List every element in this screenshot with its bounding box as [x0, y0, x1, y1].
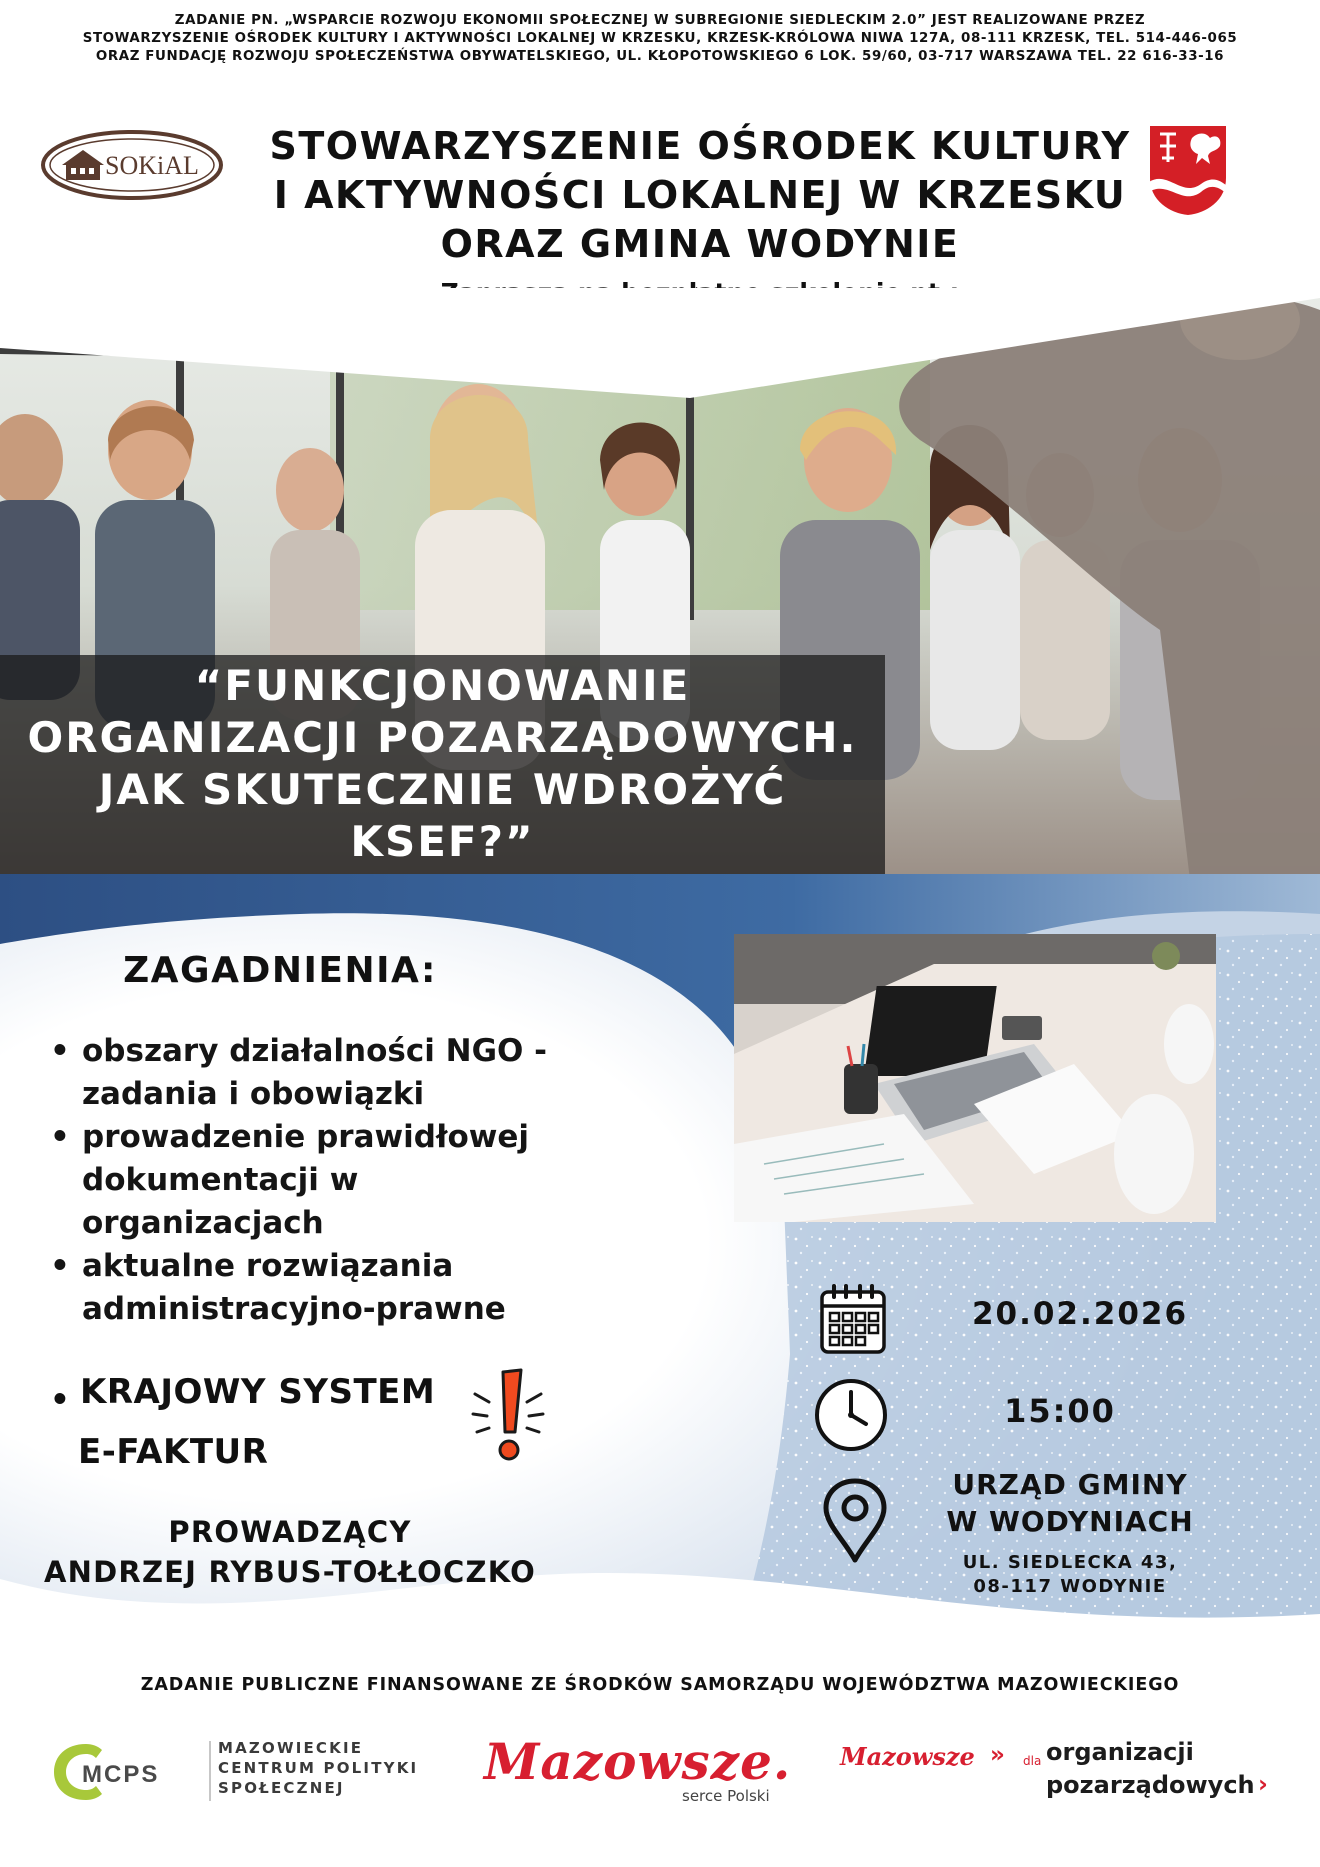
- notice-line: ZADANIE PN. „WSPARCIE ROZWOJU EKONOMII SPOŁECZNEJ W SUBREGIONIE SIEDLECKIM 2.0” JEST REALIZOWANE PRZEZ: [174, 13, 1146, 28]
- notice-line: ORAZ FUNDACJĘ ROZWOJU SPOŁECZEŃSTWA OBYWATELSKIEGO, UL. KŁOPOTOWSKIEGO 6 LOK. 59/60, 03-717 WARSZAWA TEL. 22 616-33-16: [95, 49, 1225, 64]
- project-notice: [0, 12, 1320, 66]
- notice-line: STOWARZYSZENIE OŚRODEK KULTURY I AKTYWNOŚCI LOKALNEJ W KRZESKU, KRZESK-KRÓLOWA NIWA 127A, 08-111 KRZESK, TEL. 514-446-065: [82, 31, 1238, 46]
- organizer-line: I AKTYWNOŚCI LOKALNEJ W KRZESKU: [273, 173, 1127, 217]
- mazowsze-tagline: serce Polski: [682, 1787, 770, 1805]
- funding-note: ZADANIE PUBLICZNE FINANSOWANE ZE ŚRODKÓW SAMORZĄDU WOJEWÓDZTWA MAZOWIECKIEGO: [140, 1675, 1180, 1695]
- mcps-name: MAZOWIECKIE CENTRUM POLITYKI SPOŁECZNEJ: [218, 1739, 419, 1797]
- organizer-line: ORAZ GMINA WODYNIE: [440, 222, 960, 266]
- photo-top-edge: [0, 288, 1320, 408]
- svg-text:MCPS: MCPS: [82, 1761, 160, 1788]
- event-address: [920, 1551, 1220, 1599]
- training-title-line: “FUNKCJONOWANIE: [194, 661, 691, 710]
- address-line: UL. SIEDLECKA 43,: [962, 1552, 1178, 1573]
- ngo-logo-arrows: »: [990, 1742, 1005, 1768]
- calendar-icon: [818, 1282, 888, 1358]
- ksef-line: KRAJOWY SYSTEM: [80, 1372, 436, 1412]
- ngo-logo-dla: dla: [1023, 1754, 1042, 1768]
- ngo-logo-mazowsze: Mazowsze: [840, 1742, 975, 1771]
- event-place: [920, 1466, 1220, 1540]
- list-item: • prowadzenie prawidłowej dokumentacji w organizacjach: [46, 1116, 606, 1245]
- location-pin-icon: [822, 1478, 888, 1564]
- mcps-logo: [52, 1738, 192, 1802]
- svg-text:SOKiAL: SOKiAL: [105, 151, 199, 180]
- event-date: 20.02.2026: [971, 1296, 1189, 1332]
- organizer-line: STOWARZYSZENIE OŚRODEK KULTURY: [269, 124, 1131, 168]
- event-time: 15:00: [1004, 1392, 1116, 1430]
- organizer-title: [240, 122, 1160, 269]
- ngo-logo-end: ›: [1258, 1770, 1268, 1798]
- ksef-item: • KRAJOWY SYSTEM E-FAKTUR: [46, 1372, 466, 1473]
- topics-list: [46, 1030, 606, 1331]
- training-title-line: ORGANIZACJI POZARZĄDOWYCH.: [27, 713, 858, 762]
- list-item: • obszary działalności NGO - zadania i obowiązki: [46, 1030, 606, 1116]
- training-title: [0, 660, 885, 868]
- list-item: • aktualne rozwiązania administracyjno-prawne: [46, 1245, 606, 1331]
- desk-laptop-photo: [734, 934, 1216, 1222]
- trainer-name: ANDRZEJ RYBUS-TOŁŁOCZKO: [44, 1555, 536, 1589]
- clock-icon: [812, 1376, 890, 1454]
- trainer: [40, 1512, 540, 1592]
- mcps-divider: [209, 1741, 211, 1801]
- place-line: URZĄD GMINY: [952, 1468, 1188, 1501]
- sokial-logo: [40, 128, 225, 202]
- mazowsze-logo: Mazowsze.: [484, 1732, 792, 1791]
- gmina-crest-icon: [1146, 122, 1230, 218]
- training-title-line: KSEF?”: [350, 817, 535, 866]
- address-line: 08-117 WODYNIE: [973, 1576, 1167, 1597]
- exclamation-icon: [465, 1362, 551, 1472]
- topics-heading: ZAGADNIENIA:: [123, 950, 437, 991]
- place-line: W WODYNIACH: [946, 1505, 1194, 1538]
- ngo-logo-line2: pozarządowych: [1046, 1771, 1255, 1799]
- ksef-line: E-FAKTUR: [78, 1432, 269, 1472]
- ngo-logo-line1: organizacji: [1046, 1738, 1194, 1766]
- trainer-label: PROWADZĄCY: [168, 1515, 412, 1549]
- training-title-line: JAK SKUTECZNIE WDROŻYĆ: [98, 765, 787, 814]
